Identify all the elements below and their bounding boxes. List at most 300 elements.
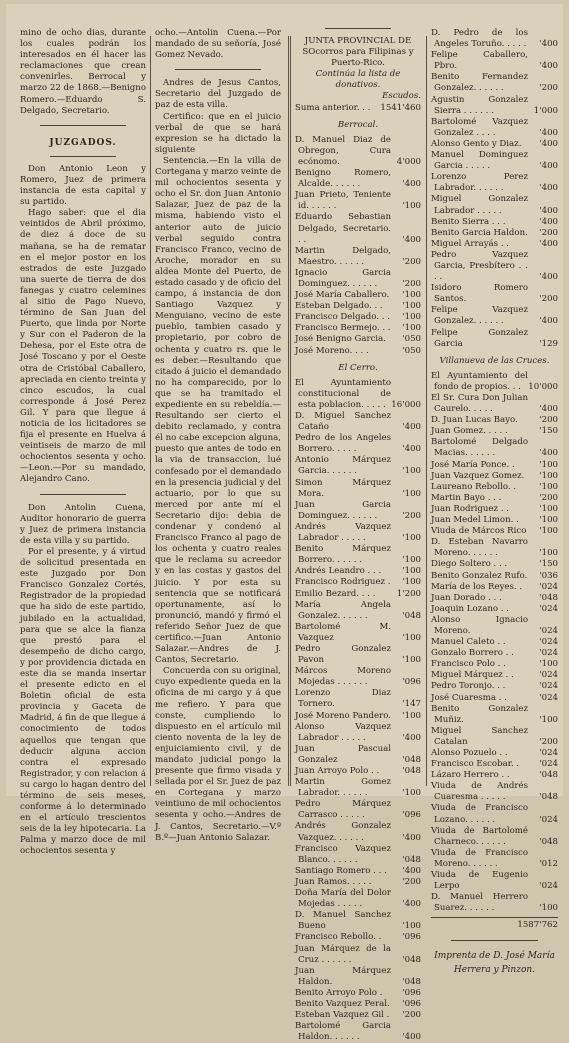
list-item (295, 799, 421, 821)
list-item (431, 759, 558, 770)
donor-name: Viuda de Márcos Rico (431, 526, 527, 537)
donation-amount: '024 (539, 581, 558, 592)
donor-name: Juan Márquez Haldon. (295, 965, 391, 987)
donation-amount: '024 (539, 637, 558, 648)
donation-amount: '100 (539, 714, 558, 725)
donor-name: D. Juan Lucas Bayo. (431, 415, 518, 426)
list-item: Suma anterior. . . 1541'460 (295, 102, 421, 113)
donation-amount: '100 (402, 788, 421, 799)
list-item (295, 1021, 421, 1043)
donation-amount: '400 (402, 832, 421, 843)
list-item (431, 460, 558, 471)
list-item (295, 966, 421, 988)
donation-amount: '024 (539, 748, 558, 758)
list-item (295, 744, 421, 766)
list-item (295, 932, 421, 943)
paragraph-continued: ocho.—Antolin Cuena.—Por mandado de su señoría, José Gomez Nevado. (155, 28, 281, 61)
donation-amount: '100 (402, 555, 421, 566)
donation-amount: '400 (402, 179, 421, 190)
list-item (431, 593, 558, 604)
donor-name: Andrés Vazquez Labrador . . . . . (295, 521, 391, 544)
donation-amount: 16'000 (391, 399, 421, 410)
column-2 (155, 28, 281, 843)
edict-body: Por el presente, y á virtud de solicitud presentada en este Juzgado por Don Francisco Gonzalez Cortés, Registrador de la propiedad que ha sido de este partido, jubilado en la actualidad, para que se alce la fianza que prestó para el desempeño de dicho cargo, y por providencia dictada en este dia se manda insertar el presente edicto en el Boletin oficial de esta provincia y Gaceta de Madrid, á fin de que llegue á conocimiento de todos aquellos que tengan que deducir alguna accion contra el expresado Registrador, y con relacion á su cargo lo hagan dentro del término de seis meses, conforme á lo determinado en el artículo trescientos seis de la ley hipotecaria. La Palma y marzo doce de mil ochocientos sesenta y (20, 546, 146, 857)
donation-amount: '050 (402, 334, 421, 345)
donation-amount: '400 (539, 404, 558, 415)
donor-name: Miguel Gonzalez Labrador . . . . . (431, 194, 528, 216)
donor-name: Simon Márquez Mora. (295, 477, 391, 499)
list-item (431, 559, 558, 570)
donor-name: Alonso Vazquez Labrador . . . . . (295, 721, 391, 743)
donation-amount: '100 (539, 515, 558, 526)
column-1 (20, 28, 146, 857)
donation-amount: '200 (539, 294, 558, 305)
donor-name: Felipe Gonzalez Garcia (431, 327, 528, 349)
donation-amount: '400 (402, 1032, 421, 1043)
donor-name: Agustin Gonzalez Sierra . . . . . . (431, 94, 528, 116)
donation-amount: '024 (539, 670, 558, 681)
list-item (295, 346, 421, 357)
divider (325, 28, 391, 29)
list-item (295, 888, 421, 910)
list-item (295, 622, 421, 644)
donation-amount: '400 (402, 422, 421, 433)
divider (50, 156, 116, 157)
donation-amount: '400 (539, 316, 558, 327)
donation-amount: '400 (539, 448, 558, 459)
list-item (431, 693, 558, 704)
list-item (295, 766, 421, 777)
donation-amount: '100 (539, 526, 558, 537)
donation-amount: '096 (402, 932, 421, 943)
list-item (431, 637, 558, 648)
donation-amount: '100 (402, 488, 421, 499)
list-item (431, 250, 558, 283)
list-item (431, 648, 558, 659)
donor-name: Pedro Toronjo. . . (431, 681, 506, 692)
list-item (431, 515, 558, 526)
list-item (295, 600, 421, 622)
list-item (295, 455, 421, 477)
donor-name: Bartolomé M. Vazquez (295, 621, 391, 643)
list-item (431, 726, 558, 748)
donation-amount: '100 (402, 323, 421, 334)
donor-name: Francisco Vazquez Blanco. . . . . . (295, 843, 391, 865)
donation-amount: '024 (539, 814, 558, 825)
donor-name: Benito Gonzalez Muñiz. (431, 703, 528, 725)
donor-name: Ignacio Garcia Dominguez. . . . . . (295, 267, 391, 289)
donor-name: Viuda de Francisco Lozano. . . . . . (431, 803, 528, 825)
donor-name: Esteban Delgado. . . (295, 301, 383, 312)
divider (40, 125, 126, 126)
donation-amount: '024 (539, 759, 558, 770)
donor-name: Andrés Gonzalez Vazquez. . . . . . (295, 821, 391, 843)
donation-total: 1587'762 (431, 917, 558, 931)
donor-name: Benigno Romero, Alcalde. . . . . . (295, 168, 391, 190)
list-item (431, 426, 558, 437)
donation-amount: '200 (539, 83, 558, 94)
donation-amount: '400 (402, 732, 421, 743)
donation-amount: '048 (539, 792, 558, 803)
donation-amount: '096 (402, 998, 421, 1009)
donation-amount: '100 (402, 290, 421, 301)
donor-name: Juan Márquez de la Cruz . . . . . . (295, 943, 391, 965)
donor-name: Benito Gonzalez Rufo. (431, 570, 528, 581)
donor-name: Doña María del Dolor Mojedas . . . . . (295, 888, 391, 910)
list-item (431, 493, 558, 504)
donation-amount: '200 (402, 256, 421, 267)
list-item (295, 777, 421, 799)
list-item (431, 571, 558, 582)
donation-amount: '200 (402, 278, 421, 289)
donor-name: Juan Rodriguez . . (431, 503, 509, 514)
donor-name: Juan Vazquez Gomez. (431, 470, 525, 481)
list-item (295, 323, 421, 334)
donation-list-subtitle: Continúa la lista de donativos. (315, 69, 401, 91)
donor-name: Francisco Rodriguez . (295, 577, 391, 588)
donation-amount: '048 (402, 976, 421, 987)
list-item (431, 437, 558, 459)
list-item (431, 748, 558, 759)
donor-name: Laureano Rebollo. . (431, 481, 517, 492)
list-item (431, 283, 558, 305)
donor-name: Diego Soltero . . . (431, 559, 508, 570)
divider (451, 940, 538, 941)
list-item (431, 217, 558, 228)
donor-name: Miguel Arrayás . . (431, 238, 510, 249)
donor-name: José Moreno Pandero. (295, 710, 391, 721)
donation-amount: '024 (539, 881, 558, 892)
donor-name: Benito Garcia Haldon. (431, 227, 528, 238)
donation-amount: '048 (539, 836, 558, 847)
list-item (431, 194, 558, 216)
donor-name: D. Manuel Herrero Suarez. . . . . . (431, 892, 528, 914)
list-item (295, 821, 421, 843)
donation-amount: '048 (402, 954, 421, 965)
list-item (431, 604, 558, 615)
list-item (431, 371, 558, 393)
list-item (431, 848, 558, 870)
donor-name: José María Caballero. (295, 290, 390, 301)
list-item (431, 239, 558, 250)
list-item (431, 139, 558, 150)
divider (40, 494, 126, 495)
column-4 (431, 28, 558, 975)
donation-amount: '048 (402, 854, 421, 865)
donor-name: Juan Pascual Gonzalez (295, 743, 391, 765)
donation-amount: '150 (539, 426, 558, 437)
paragraph-continued: mino de ocho dias, durante los cuales podrán los interesados en él hacer las reclamaciones que crean convenirles. Berrocal y marzo 22 de 1868.—Benigno Romero.—Eduardo S. Delgado, Secretario. (20, 28, 146, 116)
donation-amount: 1'200 (396, 588, 421, 599)
unit-label: Escudos. (382, 91, 421, 102)
donor-list-villanueva (431, 371, 558, 915)
list-item (295, 999, 421, 1010)
printer-imprint (431, 949, 558, 977)
donor-name: Miguel Márquez . . (431, 670, 514, 681)
donation-amount: '100 (539, 481, 558, 492)
donor-name: Bartolomé Garcia Haldon. . . . . . (295, 1021, 391, 1043)
list-item (295, 301, 421, 312)
list-item (431, 50, 558, 72)
donor-name: María de los Reyes. . (431, 581, 523, 592)
donation-amount: '400 (539, 161, 558, 172)
donor-name: Joaquin Lozano . . (431, 603, 509, 614)
donation-amount: '400 (539, 238, 558, 249)
donation-amount: '100 (402, 655, 421, 666)
list-item (431, 28, 558, 50)
donation-amount: '400 (402, 444, 421, 455)
donor-name: Manuel Dominguez Garcia . . . . . (431, 150, 528, 172)
edict-judge-title: Don Antonio Leon y Romero, Juez de primera instancia de esta capital y su partido. (20, 163, 146, 208)
donation-amount: '100 (539, 903, 558, 914)
list-item (295, 522, 421, 544)
donation-amount: '100 (402, 710, 421, 721)
list-item (431, 537, 558, 559)
donor-name: Francisco Escobar. . (431, 759, 520, 770)
donor-name: Eduardo Sebastian Delgado, Secretario. . . (295, 212, 391, 245)
list-item (295, 544, 421, 566)
donation-amount: '012 (539, 858, 558, 869)
donor-name: Alonso Gento y Diaz. (431, 138, 522, 149)
certificate-author: Andres de Jesus Cantos, Secretario del Juzgado de paz de esta villa. (155, 78, 281, 111)
list-item (295, 1010, 421, 1021)
certificate-closing: Concuerda con su original, cuyo expediente queda en la oficina de mi cargo y á que me refiero. Y para que conste, cumpliendo lo dispuesto en el artículo mil ciento noventa de la ley de enjuiciamiento civil, y de mandato judicial pongo la presente que firmo visada y sellada por el Sr. Juez de paz en Cortegana y marzo veintiuno de mil ochocientos sesenta y ocho.—Andres de J. Cantos, Secretario.—V.º B.º—Juan Antonio Salazar. (155, 666, 281, 843)
donor-name: Alonso Pozuelo . . (431, 748, 508, 758)
sentence-body: Sentencia.—En la villa de Cortegana y marzo veinte de mil ochocientos sesenta y ocho el Sr. don Juan Antonio Salazar, Juez de paz de la misma, habiendo visto el anterior auto de juicio verbal seguido contra Francisco Franco, vecino de Aroche, morador en su aldea Monte del Puerto, de estado casado y de oficio del campo, á instancia de don Santiago Vazquez y Menguiano, vecino de este pueblo, tambien casado y propietario, por cobro de ochenta y cuatro rs. que le es deber.—Resultando que citado á juicio el demandado no ha comparecido, por lo que se ha tramitado el expediente en su rebeldía.—Resultando ser cierto el debito reclamado, y contra él no cabe excepcion alguna, puesto que antes de todo en la via de transaccion, lué confesado por el demandado en la presencia judicial y del actuario, por lo que su merced por ante mí el Secretario dijo: debia de condenar y condenó al Francisco Franco al pago de los ochenta y cuatro reales que le reclama su acreedor y en las costas y gastos del juicio. Y por esta su sentencia que se notificará oportunamente, así lo pronunció, mandó y firmó el referido Señor Juez de que certifico.—Juan Antonio Salazar.—Andres de J. Cantos, Secretario. (155, 155, 281, 666)
donor-name: José María Ponce. . (431, 459, 515, 470)
donation-amount: '024 (539, 681, 558, 692)
donation-amount: '050 (402, 345, 421, 356)
donor-name: Lorenzo Perez Labrador. . . . . . (431, 172, 528, 194)
donation-amount: '096 (402, 810, 421, 821)
donor-name: Viuda de Bartolomé Charneco. . . . . . (431, 825, 528, 847)
list-item (431, 826, 558, 848)
donation-amount: '100 (402, 577, 421, 588)
donor-name: Juan Ramos. . . . . (295, 876, 372, 887)
list-item (295, 877, 421, 888)
list-item (431, 803, 558, 825)
column-rule (290, 36, 291, 786)
list-item (431, 482, 558, 493)
list-item (295, 944, 421, 966)
donation-amount: '100 (539, 503, 558, 514)
list-item (295, 711, 421, 722)
list-item (295, 988, 421, 999)
donation-amount: '400 (539, 127, 558, 138)
donor-name: Francisco Delgado. . . (295, 312, 390, 323)
donor-name: Bartolomé Vazquez Gonzalez . . . . (431, 116, 528, 138)
donation-amount: '100 (402, 466, 421, 477)
donor-name: Juan Garcia Dominguez. . . . . . (295, 499, 391, 521)
donation-amount: '400 (539, 39, 558, 50)
donor-name: Santiago Romero . . . (295, 865, 387, 876)
list-item (431, 681, 558, 692)
donation-amount: '400 (539, 61, 558, 72)
list-item (431, 117, 558, 139)
donor-name: Esteban Vazquez Gil . (295, 1010, 390, 1021)
list-item (431, 892, 558, 914)
donor-name: D. Manuel Sanchez Bueno (295, 910, 391, 932)
locality-heading: Berrocal. (337, 119, 379, 130)
donor-name: Juan Prieto, Teniente id. . . . . . (295, 190, 391, 212)
donor-name: Viuda de Eugenio Lerpo (431, 870, 528, 892)
donation-amount: '200 (402, 876, 421, 887)
donor-name: Benito Márquez Borrero. . . . . . (295, 544, 391, 566)
donor-name: El Ayuntamiento del fondo de propios. . . (431, 370, 528, 392)
donor-name: Juan Arroyo Polo . . (295, 766, 380, 776)
donation-amount: '400 (402, 865, 421, 876)
list-item (295, 433, 421, 455)
list-item (295, 644, 421, 666)
donor-name: Pedro de los Angeles Borrero. . . . . (295, 433, 391, 455)
donor-list-berrocal (295, 135, 421, 357)
donor-name: Felipe Caballero, Pbro. (431, 50, 528, 72)
donor-name: Juan Medel Limon. . (431, 515, 519, 526)
donor-name: María Angela Gonzalez. . . . . . (295, 599, 391, 621)
donor-name: Márcos Moreno Mojedas . . . . . . (295, 666, 391, 688)
list-item (295, 334, 421, 345)
printer-line: Imprenta de D. José María (434, 950, 555, 961)
donation-amount: '150 (539, 559, 558, 570)
printer-line: Herrera y Pinzon. (453, 964, 536, 975)
donor-name: Viuda de Francisco Moreno. . . . . . (431, 847, 528, 869)
list-item (295, 246, 421, 268)
list-item (295, 290, 421, 301)
donation-amount: '200 (539, 227, 558, 238)
donor-name: Benito Sierra . . . (431, 216, 506, 227)
donor-name: D. Miguel Sanchez Cataño (295, 411, 391, 433)
list-item (431, 172, 558, 194)
column-rule (288, 36, 289, 786)
edict-judge-title: Don Antolin Cuena, Auditor honorario de guerra y Juez de primera instancia de esta villa y su partido. (20, 502, 146, 546)
list-item (295, 378, 421, 411)
donor-list-el-cerro (295, 378, 421, 1043)
donation-amount: '100 (539, 459, 558, 470)
donor-name: Isidoro Romero Santos. (431, 283, 528, 305)
list-item (431, 870, 558, 892)
donation-amount: '200 (539, 736, 558, 747)
newspaper-page (6, 4, 563, 1043)
donor-name: D. Esteban Navarro Moreno. . . . . . (431, 537, 528, 559)
list-item (295, 844, 421, 866)
donor-list-el-cerro-continued (431, 28, 558, 350)
list-item (431, 150, 558, 172)
donation-amount: '024 (539, 692, 558, 703)
list-item (431, 504, 558, 515)
column-3 (295, 28, 421, 1043)
donation-amount: '100 (539, 659, 558, 670)
donation-amount: '100 (402, 632, 421, 643)
donor-name: Benito Fernandez Gonzalez. . . . . . (431, 72, 528, 94)
list-item (431, 582, 558, 593)
donor-name: Miguel Sanchez Catalan (431, 725, 528, 747)
donation-amount: '100 (402, 566, 421, 577)
list-item (431, 415, 558, 426)
donation-amount: '100 (539, 470, 558, 481)
donor-name: Martin Delgado, Maestro. . . . . . (295, 245, 391, 267)
donation-amount: '048 (402, 766, 421, 776)
donation-amount: '100 (539, 548, 558, 559)
donation-amount: '400 (539, 216, 558, 227)
donation-amount: '024 (539, 603, 558, 614)
donation-amount: '400 (539, 272, 558, 283)
column-rule (150, 36, 151, 786)
donation-amount: '200 (539, 492, 558, 503)
donation-amount: '400 (539, 138, 558, 149)
list-item (295, 722, 421, 744)
donation-amount: '100 (402, 921, 421, 932)
certificate-intro: Certifico: que en el juicio verbal de que se hará expresion se ha dictado la siguiente (155, 111, 281, 155)
donor-name: Viuda de Andrés Cuaresma . . . . . (431, 781, 528, 803)
list-item (431, 781, 558, 803)
donation-amount: 4'000 (396, 156, 421, 167)
donor-name: José Benigno Garcia. (295, 334, 386, 345)
donor-name: Antonio Márquez Garcia. . . . . . (295, 455, 391, 477)
list-item (431, 228, 558, 239)
list-item (295, 866, 421, 877)
list-item (431, 704, 558, 726)
donation-amount: '147 (402, 699, 421, 710)
donor-name: Lázaro Herrero . . (431, 770, 510, 781)
donor-name: Juan Gomez. . . . . (431, 426, 508, 437)
donor-name: Manuel Caleto . . (431, 637, 506, 648)
donation-amount: '400 (402, 899, 421, 910)
donor-name: Francisco Rebollo. . (295, 932, 382, 943)
donation-amount: '048 (402, 610, 421, 621)
donation-amount: '400 (539, 205, 558, 216)
list-item (295, 190, 421, 212)
list-item (295, 566, 421, 577)
locality-heading: Villanueva de las Cruces. (439, 355, 550, 366)
donor-name: Andrés Leandro . . . (295, 566, 382, 577)
list-item (295, 910, 421, 932)
edict-body: Hago saber: que el dia veintidos de Abril próximo, de diez á doce de su mañana, se ha de rematar en el mejor postor en los estrados de este Juzgado una suerte de tierra de dos fanegas y cuatro celemines al sitio de Pago Nuevo, término de San Juan del Puerto, que linda por Norte y Sur con el Paderon de la Dehesa, por el Este otra de José Toscano y por el Oeste otra de Cristóbal Caballero, apreciada en ciento treinta y cinco escudos, la cual corresponde á José Perez Gil. Y para que llegue á noticia de los licitadores se fija el presente en Huelva á veintiseis de marzo de mil ochocientos sesenta y ocho.—Leon.—Por su mandado, Alejandro Cano. (20, 208, 146, 485)
donor-name: Martin Gomez Labrador. . . . . . (295, 777, 391, 799)
donor-name: Juan Dorado . . . (431, 592, 502, 603)
donation-amount: '024 (539, 648, 558, 659)
list-item (295, 212, 421, 245)
donation-amount: '100 (402, 312, 421, 323)
list-item (431, 659, 558, 670)
donation-amount: '096 (402, 987, 421, 998)
donation-amount: '100 (402, 201, 421, 212)
donation-amount: '096 (402, 677, 421, 688)
donor-name: Bartolomé Delgado Macias. . . . . . (431, 437, 528, 459)
divider (175, 69, 261, 70)
donor-name: Francisco Polo . . (431, 659, 506, 670)
donation-amount: '100 (402, 533, 421, 544)
donation-amount: '200 (539, 415, 558, 426)
list-item (431, 526, 558, 537)
list-item (295, 268, 421, 290)
donation-amount: '129 (539, 338, 558, 349)
donor-name: Francisco Bermejo. . . (295, 323, 391, 334)
list-item (431, 305, 558, 327)
list-item (295, 312, 421, 323)
list-item (295, 135, 421, 168)
list-item (295, 411, 421, 433)
donation-amount: 10'000 (528, 381, 558, 392)
donor-name: Martin Bayo . . . (431, 492, 502, 503)
list-item (295, 589, 421, 600)
donor-name: Benito Vazquez Peral. (295, 998, 390, 1009)
locality-heading: El Cerro. (338, 362, 378, 373)
list-item (431, 72, 558, 94)
donor-name: Lorenzo Diaz Tornero. (295, 688, 391, 710)
donation-amount: '048 (539, 592, 558, 603)
donation-amount: 1'000 (533, 105, 558, 116)
list-item (431, 328, 558, 350)
